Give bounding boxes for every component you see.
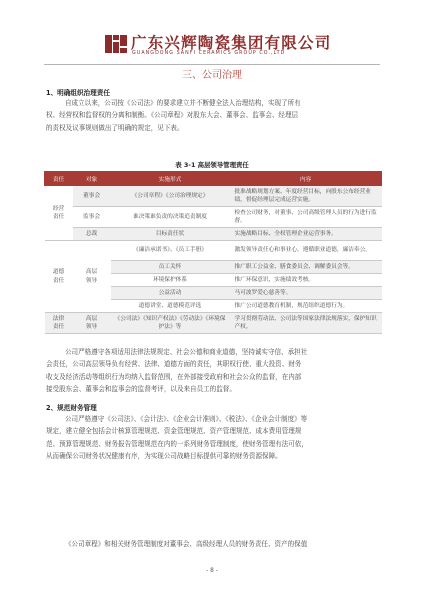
paragraph-line: 公司严格遵守《公司法》、《会计法》、《企业会计准则》、《税法》、《企业会计制度》等 [65,415,308,423]
page-number: - 8 - [206,568,218,574]
object-cell: 高层 领导 [73,313,111,334]
paragraph-line: 的责权及议事规则做出了明确的规定，见下表。 [46,123,184,132]
table-row [45,313,382,334]
table-row [45,228,382,241]
paragraph-line: 权、经营权和监督权的分离和制衡。《公司章程》对股东大会、董事会、监事会、经理层 [46,111,299,120]
content-cell: 推广环保意识，实施绩效考核。 [230,274,382,287]
form-cell: 环境保护体系 [111,274,230,287]
header-divider [44,64,380,65]
object-cell: 总裁 [73,228,111,241]
responsibility-cell: 道德 责任 [45,241,73,313]
paragraph-line: 规定，建立健全包括会计核算管理规范、资金管理规范、资产管理规范、成本费用管理规 [46,427,302,436]
paragraph-line: 会责任，公司高层领导负有经营、法律、道德方面的责任，其职权行使、重大投资、财务 [46,360,302,369]
content-cell: 激发领导责任心和事业心，遵循职业道德，廉洁奉公。 [230,241,382,261]
paragraph-line: 接受股东会、董事会和监事会的监督考评，以及来自员工的监督。 [46,385,236,394]
table-row [45,186,382,207]
content-cell: 实施战略目标、全权管理企业运营事务。 [230,228,382,241]
column-header: 实施形式 [111,172,230,186]
content-cell: 推广公司道德教育机制，规范组织道德行为。 [230,300,382,313]
section-title: 三、公司治理 [182,70,242,81]
content-cell: 检查公司财务，对董事、公司高级管理人员的行为进行监督。 [230,207,382,228]
company-name-en: GUANGDONG SANFI CERAMICS GROUP CO.,LTD [132,51,286,56]
table-caption: 表 3-1 高层领导管理责任 [175,161,249,169]
form-cell: 目标责任状 [111,228,230,241]
responsibility-cell: 经营 责任 [45,186,73,241]
content-cell: 马可波罗爱心慈善等。 [230,287,382,300]
table-header-row [45,172,382,186]
column-header: 责任 [45,172,73,186]
content-cell: 学习贯彻劳动法、公司法等国家法律法规落实，保护知识产权。 [230,313,382,334]
page-header [0,30,424,64]
form-cell: 《公司法》《知识产权法》《劳动法》《环境保护法》等 [111,313,230,334]
paragraph-line: 公司严格遵守各项适用法律法规规定、社会公德和商业道德，坚持诚实守信、承担社 [65,348,308,356]
paragraph-line: 自成立以来，公司按《公司法》的要求建立并不断健全法人治理结构，实现了所有 [65,99,301,107]
form-cell: 道德讲堂、道德模范评选 [111,300,230,313]
form-cell: 公益活动 [111,287,230,300]
form-cell: 《公司章程》《公司治理规定》 [111,186,230,207]
subsection-heading-governance: 1、明确组织治理责任 [46,89,110,97]
form-cell: 员工关怀 [111,261,230,274]
paragraph-finance-2 [46,538,380,550]
paragraph-supervision [46,346,380,396]
table-row [45,207,382,228]
form-cell: 《廉洁承诺书》、《员工手册》 [111,241,230,261]
governance-responsibility-table [44,171,382,334]
form-cell: 谁决策谁负责的决策追责制度 [111,207,230,228]
company-name-cn: 广东兴辉陶瓷集团有限公司 [131,33,332,52]
paragraph-line: 从而确保公司财务状况健康有序，为实现公司战略目标提供可靠的财务资源保障。 [46,452,282,461]
company-logo-icon [104,32,128,56]
content-cell: 批准战略规划方案、年度经营目标，向股东公布经营业绩，督促经理层完成运营实施。 [230,186,382,207]
table-row [45,241,382,261]
object-cell: 监事会 [73,207,111,228]
responsibility-cell: 法律 责任 [45,313,73,334]
object-cell: 董事会 [73,186,111,207]
paragraph-finance [46,413,380,463]
content-cell: 推广职工公益金、膳食委员会、调解委员会等。 [230,261,382,274]
paragraph-line: 收支及经济活动等组织行为均纳入监督范围，在外部接受政府和社会公众的监督，在内部 [46,372,302,381]
paragraph-line: 范、预算管理规范、财务报告管理规范在内的一系列财务管理制度，使财务管理有法可依， [46,439,308,448]
paragraph-governance [46,97,380,134]
column-header: 内容 [230,172,382,186]
paragraph-line: 《公司章程》和相关财务管理制度对董事会、高级经理人员的财务责任、资产的保值 [65,540,308,548]
column-header: 对象 [73,172,111,186]
object-cell: 高层 领导 [73,241,111,313]
subsection-heading-finance: 2、规范财务管理 [46,404,97,412]
